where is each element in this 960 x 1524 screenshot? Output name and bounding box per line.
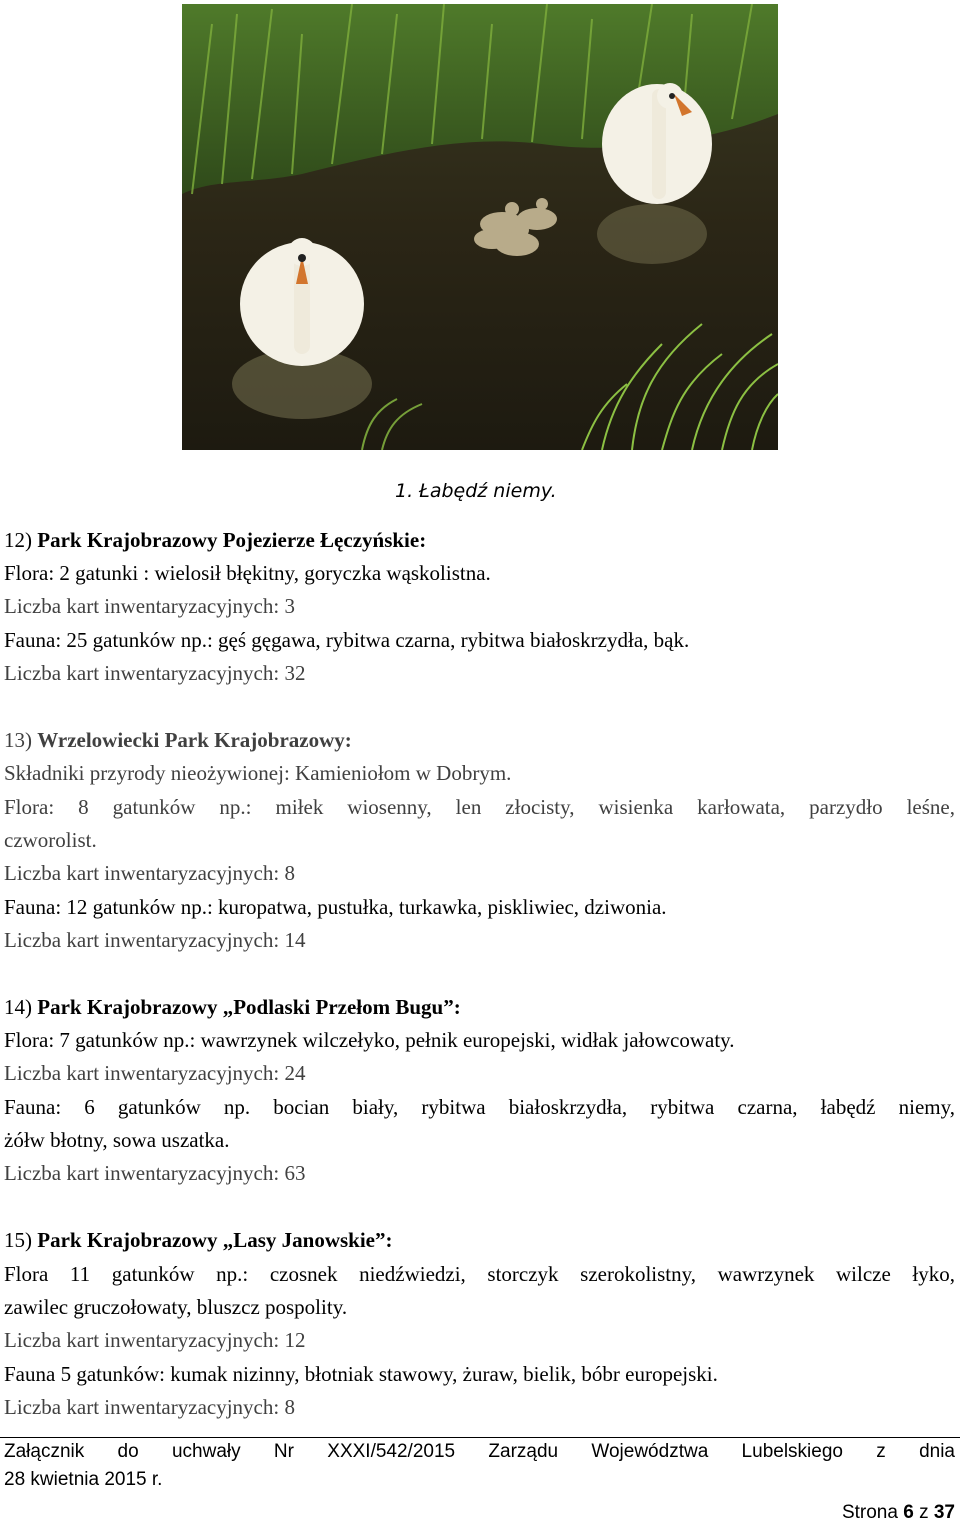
figure-caption: 1. Łabędź niemy. bbox=[395, 480, 557, 502]
section-title: Park Krajobrazowy Pojezierze Łęczyńskie: bbox=[37, 528, 427, 552]
text-line: Fauna: 12 gatunków np.: kuropatwa, pustułka, turkawka, piskliwiec, dziwonia. bbox=[4, 895, 667, 919]
page-of: z bbox=[919, 1502, 929, 1523]
section-title: Park Krajobrazowy „Podlaski Przełom Bugu”: bbox=[37, 995, 461, 1019]
text-line: Liczba kart inwentaryzacyjnych: 8 bbox=[4, 1395, 295, 1419]
text-line: żółw błotny, sowa uszatka. bbox=[4, 1128, 230, 1152]
text-line: Fauna 5 gatunków: kumak nizinny, błotniak stawowy, żuraw, bielik, bóbr europejski. bbox=[4, 1362, 718, 1386]
text-line: Fauna: 6 gatunków np. bocian biały, rybitwa białoskrzydła, rybitwa czarna, łabędź niemy, bbox=[4, 1095, 955, 1119]
text-line: Liczba kart inwentaryzacyjnych: 63 bbox=[4, 1161, 306, 1185]
text-line: Flora: 2 gatunki : wielosił błękitny, goryczka wąskolistna. bbox=[4, 561, 491, 585]
section-title: Wrzelowiecki Park Krajobrazowy: bbox=[37, 728, 352, 752]
footer-date: 28 kwietnia 2015 r. bbox=[4, 1469, 163, 1490]
section-title: Park Krajobrazowy „Lasy Janowskie”: bbox=[37, 1228, 393, 1252]
page-total: 37 bbox=[933, 1502, 955, 1523]
footer-divider bbox=[0, 1437, 960, 1438]
page-label: Strona bbox=[841, 1502, 898, 1523]
text-line: zawilec gruczołowaty, bluszcz pospolity. bbox=[4, 1295, 348, 1319]
swan-photo bbox=[182, 4, 778, 450]
page-current: 6 bbox=[903, 1502, 914, 1523]
text-line: Liczba kart inwentaryzacyjnych: 12 bbox=[4, 1328, 306, 1352]
text-line: czworolist. bbox=[4, 828, 97, 852]
text-line: Liczba kart inwentaryzacyjnych: 32 bbox=[4, 661, 306, 685]
section-heading bbox=[4, 728, 352, 752]
text-line: Składniki przyrody nieożywionej: Kamieniołom w Dobrym. bbox=[4, 761, 512, 785]
text-line: Liczba kart inwentaryzacyjnych: 3 bbox=[4, 594, 295, 618]
section-number: 15) bbox=[4, 1228, 32, 1252]
text-line: Liczba kart inwentaryzacyjnych: 8 bbox=[4, 861, 295, 885]
text-line: Liczba kart inwentaryzacyjnych: 24 bbox=[4, 1061, 306, 1085]
footer-resolution: Załącznik do uchwały Nr XXXI/542/2015 Zarządu Województwa Lubelskiego z dnia bbox=[4, 1441, 955, 1462]
section-heading bbox=[4, 528, 426, 552]
text-line: Flora: 7 gatunków np.: wawrzynek wilczełyko, pełnik europejski, widłak jałowcowaty. bbox=[4, 1028, 735, 1052]
section-number: 13) bbox=[4, 728, 32, 752]
section-heading bbox=[4, 1228, 393, 1252]
text-line: Flora: 8 gatunków np.: miłek wiosenny, len złocisty, wisienka karłowata, parzydło leśne, bbox=[4, 795, 955, 819]
section-number: 14) bbox=[4, 995, 32, 1019]
text-line: Flora 11 gatunków np.: czosnek niedźwiedzi, storczyk szerokolistny, wawrzynek wilcze łyko, bbox=[4, 1262, 955, 1286]
section-heading bbox=[4, 995, 461, 1019]
text-line: Fauna: 25 gatunków np.: gęś gęgawa, rybitwa czarna, rybitwa białoskrzydła, bąk. bbox=[4, 628, 690, 652]
text-line: Liczba kart inwentaryzacyjnych: 14 bbox=[4, 928, 306, 952]
section-number: 12) bbox=[4, 528, 32, 552]
